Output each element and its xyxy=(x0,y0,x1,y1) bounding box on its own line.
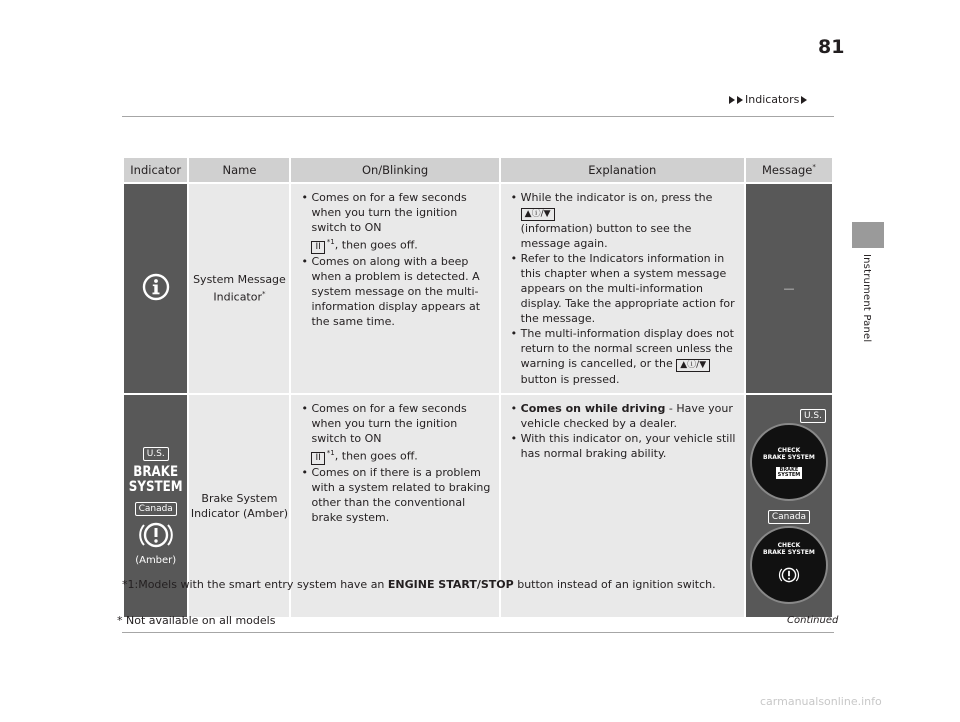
brake-system-icon: BRAKE SYSTEM xyxy=(128,464,183,495)
message-cell xyxy=(746,395,832,617)
list-item: • Refer to the Indicators information in this chapter when a system message appears on the multi-information display. Take the appropriate action for the message. xyxy=(521,251,740,326)
list-item: • While the indicator is on, press the ▲ⓘ/▼ (information) button to see the message again. xyxy=(521,190,740,251)
list-item: • With this indicator on, your vehicle still has normal braking ability. xyxy=(521,431,740,461)
watermark: carmanualsonline.info xyxy=(760,695,882,708)
brake-warning-icon xyxy=(778,566,800,584)
info-button-icon: ▲ⓘ/▼ xyxy=(676,359,710,372)
us-badge: U.S. xyxy=(143,447,169,461)
brake-system-icon: BRAKE SYSTEM xyxy=(777,467,801,478)
us-badge: U.S. xyxy=(800,409,826,423)
check-brake-system-display-us: CHECK BRAKE SYSTEM BRAKE SYSTEM xyxy=(750,423,828,501)
message-cell: — xyxy=(746,184,832,393)
header-message: Message* xyxy=(746,158,832,182)
continued-label: Continued xyxy=(787,615,839,626)
indicator-icon-cell xyxy=(124,184,187,393)
side-tab-label: Instrument Panel xyxy=(861,254,872,343)
info-button-icon: ▲ⓘ/▼ xyxy=(521,208,555,221)
footnote: *1:Models with the smart entry system have an ENGINE START/STOP button instead of an ignition switch. xyxy=(122,578,716,591)
header-name: Name xyxy=(189,158,289,182)
list-item: • The multi-information display does not return to the normal screen unless the warning is cancelled, or the ▲ⓘ/▼ button is pressed. xyxy=(521,326,740,387)
header-rule xyxy=(122,116,834,117)
canada-badge: Canada xyxy=(768,510,810,524)
header-on-blinking: On/Blinking xyxy=(291,158,498,182)
header-indicator: Indicator xyxy=(124,158,187,182)
list-item: • Comes on for a few seconds when you turn the ignition switch to ON II $^{*1}$, then goes off. xyxy=(311,401,494,465)
footer-rule xyxy=(122,632,834,633)
explanation-cell xyxy=(501,184,744,393)
list-item: • Comes on along with a beep when a problem is detected. A system message on the multi-information display appears at the same time. xyxy=(311,254,494,329)
triangle-right-icon xyxy=(801,96,807,104)
page-number: 81 xyxy=(818,36,845,58)
canada-badge: Canada xyxy=(135,502,177,516)
list-item: • Comes on for a few seconds when you turn the ignition switch to ON II $^{*1}$, then goes off. xyxy=(311,190,494,254)
list-item: • Comes on if there is a problem with a system related to braking other than the conventional brake system. xyxy=(311,465,494,525)
info-icon xyxy=(141,272,171,302)
breadcrumb xyxy=(729,93,807,106)
header-explanation: Explanation xyxy=(501,158,744,182)
side-tab-marker xyxy=(852,222,884,248)
indicator-name-cell: Brake System Indicator (Amber) xyxy=(189,395,289,617)
not-available-note: * Not available on all models xyxy=(117,614,276,627)
amber-label: (Amber) xyxy=(135,555,177,566)
list-item: • Comes on while driving - Have your vehicle checked by a dealer. xyxy=(521,401,740,431)
breadcrumb-section: Indicators xyxy=(745,93,800,106)
triangle-right-icon xyxy=(737,96,743,104)
check-brake-system-display-canada: CHECK BRAKE SYSTEM xyxy=(750,526,828,604)
indicator-name-cell: System Message Indicator* xyxy=(189,184,289,393)
brake-warning-icon xyxy=(139,520,173,550)
on-blinking-cell xyxy=(291,184,498,393)
indicator-table xyxy=(122,156,834,619)
ignition-on-key-icon: II xyxy=(311,452,324,465)
triangle-right-icon xyxy=(729,96,735,104)
table-row xyxy=(124,184,832,393)
table-header-row xyxy=(124,158,832,182)
ignition-on-key-icon: II xyxy=(311,241,324,254)
